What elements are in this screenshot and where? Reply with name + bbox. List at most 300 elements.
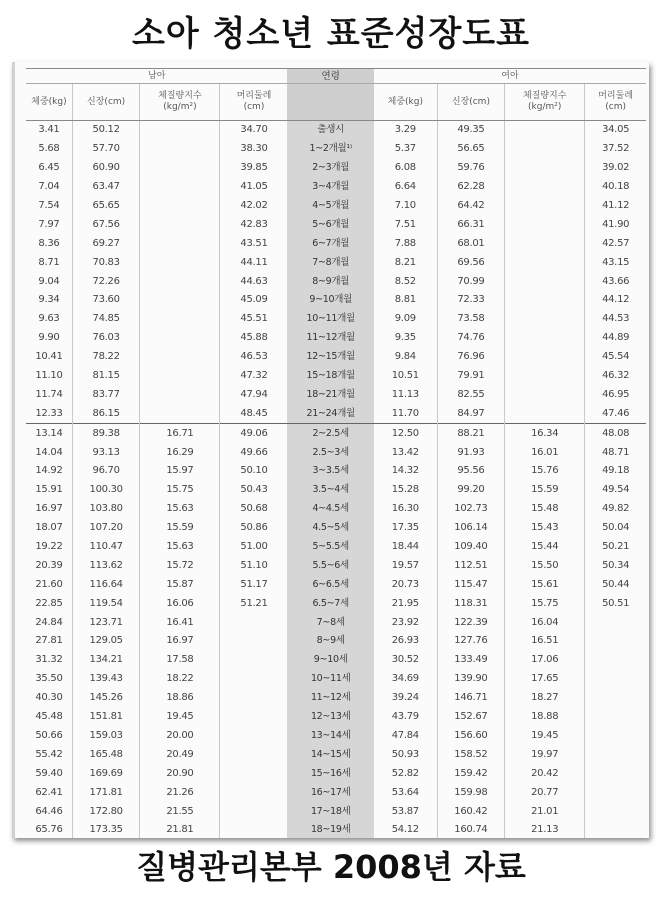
age-cell: 13~14세 bbox=[287, 727, 373, 746]
male-weight-cell: 11.74 bbox=[26, 385, 72, 404]
female-bmi-cell: 17.06 bbox=[505, 651, 585, 670]
male-bmi-cell bbox=[140, 291, 220, 310]
female-bmi-cell: 15.59 bbox=[505, 481, 585, 500]
female-height-cell: 76.96 bbox=[437, 348, 504, 367]
female-height-cell: 69.56 bbox=[437, 253, 504, 272]
age-cell: 11~12세 bbox=[287, 689, 373, 708]
male-head-cell: 49.66 bbox=[240, 446, 268, 458]
female-head-cell: 50.44 bbox=[602, 578, 630, 590]
male-bmi-cell bbox=[140, 385, 220, 404]
male-head-header bbox=[220, 84, 287, 121]
female-bmi-cell: 15.50 bbox=[505, 556, 585, 575]
male-height-cell: 96.70 bbox=[72, 462, 139, 481]
female-weight-cell: 18.44 bbox=[374, 538, 437, 557]
male-bmi-cell bbox=[140, 159, 220, 178]
table-row bbox=[26, 272, 646, 291]
age-cell: 2.5~3세 bbox=[287, 443, 373, 462]
male-weight-cell: 15.91 bbox=[26, 481, 72, 500]
female-bmi-cell: 16.51 bbox=[505, 632, 585, 651]
male-weight-cell: 9.04 bbox=[26, 272, 72, 291]
male-head-cell: 47.94 bbox=[240, 388, 268, 400]
age-cell: 5~6개월 bbox=[287, 215, 373, 234]
female-height-cell: 70.99 bbox=[437, 272, 504, 291]
male-bmi-cell: 15.63 bbox=[140, 538, 220, 557]
age-cell: 4.5~5세 bbox=[287, 519, 373, 538]
male-height-cell: 110.47 bbox=[72, 538, 139, 557]
table-row bbox=[26, 178, 646, 197]
female-height-cell: 72.33 bbox=[437, 291, 504, 310]
male-bmi-cell: 17.58 bbox=[140, 651, 220, 670]
male-weight-cell: 27.81 bbox=[26, 632, 72, 651]
age-cell: 9~10세 bbox=[287, 651, 373, 670]
female-bmi-cell: 19.45 bbox=[505, 727, 585, 746]
female-weight-cell: 14.32 bbox=[374, 462, 437, 481]
table-row bbox=[26, 234, 646, 253]
female-height-cell: 106.14 bbox=[437, 519, 504, 538]
female-head-cell bbox=[585, 613, 646, 632]
male-bmi-cell bbox=[140, 329, 220, 348]
male-bmi-cell: 16.06 bbox=[140, 594, 220, 613]
male-weight-cell: 64.46 bbox=[26, 802, 72, 821]
table-row bbox=[26, 159, 646, 178]
female-weight-cell: 9.09 bbox=[374, 310, 437, 329]
female-head-header-line1: 머리둘레 bbox=[598, 91, 634, 101]
male-bmi-cell: 16.97 bbox=[140, 632, 220, 651]
female-weight-cell: 53.64 bbox=[374, 783, 437, 802]
male-weight-cell: 21.60 bbox=[26, 575, 72, 594]
table-row bbox=[26, 727, 646, 746]
female-weight-cell: 7.10 bbox=[374, 197, 437, 216]
female-weight-cell: 54.12 bbox=[374, 821, 437, 838]
page-title: 소아 청소년 표준성장도표 bbox=[132, 14, 530, 54]
male-bmi-cell bbox=[140, 234, 220, 253]
male-weight-cell: 18.07 bbox=[26, 519, 72, 538]
age-cell: 4~5개월 bbox=[287, 197, 373, 216]
male-head-cell: 42.02 bbox=[240, 200, 268, 211]
male-height-cell: 171.81 bbox=[72, 783, 139, 802]
table-row bbox=[26, 291, 646, 310]
female-head-cell: 50.21 bbox=[602, 541, 630, 553]
age-cell: 1~2개월¹⁾ bbox=[287, 140, 373, 159]
male-weight-cell: 20.39 bbox=[26, 556, 72, 575]
male-weight-header: 체중(kg) bbox=[26, 84, 72, 121]
female-height-cell: 59.76 bbox=[437, 159, 504, 178]
male-bmi-cell bbox=[140, 310, 220, 329]
male-head-cell: 41.05 bbox=[240, 181, 268, 193]
growth-table-body bbox=[26, 121, 646, 839]
female-bmi-cell bbox=[505, 234, 585, 253]
female-weight-cell: 8.21 bbox=[374, 253, 437, 272]
age-cell: 6.5~7세 bbox=[287, 594, 373, 613]
male-height-cell: 57.70 bbox=[72, 140, 139, 159]
female-weight-cell: 9.84 bbox=[374, 348, 437, 367]
female-bmi-cell bbox=[505, 159, 585, 178]
age-cell: 6~7개월 bbox=[287, 234, 373, 253]
male-weight-cell: 22.85 bbox=[26, 594, 72, 613]
male-height-cell: 81.15 bbox=[72, 367, 139, 386]
male-weight-cell: 5.68 bbox=[26, 140, 72, 159]
female-bmi-cell bbox=[505, 348, 585, 367]
female-head-cell: 44.53 bbox=[602, 313, 630, 325]
female-bmi-cell: 21.13 bbox=[505, 821, 585, 838]
male-bmi-cell: 15.72 bbox=[140, 556, 220, 575]
female-bmi-cell: 20.77 bbox=[505, 783, 585, 802]
female-head-cell bbox=[585, 764, 646, 783]
male-height-cell: 100.30 bbox=[72, 481, 139, 500]
male-bmi-header-line1: 체질량지수 bbox=[158, 91, 202, 101]
female-height-cell: 122.39 bbox=[437, 613, 504, 632]
male-height-cell: 119.54 bbox=[72, 594, 139, 613]
female-height-cell: 79.91 bbox=[437, 367, 504, 386]
table-row bbox=[26, 481, 646, 500]
female-weight-cell: 9.35 bbox=[374, 329, 437, 348]
male-head-cell bbox=[220, 764, 287, 783]
male-head-cell bbox=[220, 670, 287, 689]
female-bmi-cell bbox=[505, 385, 585, 404]
male-head-cell bbox=[220, 727, 287, 746]
male-head-cell: 49.06 bbox=[220, 424, 287, 443]
male-head-cell: 50.43 bbox=[240, 484, 268, 496]
female-bmi-header bbox=[505, 84, 585, 121]
female-head-cell: 40.18 bbox=[602, 181, 630, 193]
female-bmi-cell bbox=[505, 310, 585, 329]
male-bmi-cell: 16.41 bbox=[140, 613, 220, 632]
male-weight-cell: 9.34 bbox=[26, 291, 72, 310]
male-height-cell: 76.03 bbox=[72, 329, 139, 348]
male-height-cell: 67.56 bbox=[72, 215, 139, 234]
age-cell: 15~18개월 bbox=[287, 367, 373, 386]
female-head-cell bbox=[585, 727, 646, 746]
age-cell: 10~11개월 bbox=[287, 310, 373, 329]
female-head-header-line2: (cm) bbox=[605, 102, 626, 112]
male-head-cell: 51.17 bbox=[240, 578, 268, 590]
male-height-cell: 70.83 bbox=[72, 253, 139, 272]
age-cell: 12~13세 bbox=[287, 708, 373, 727]
female-head-cell bbox=[585, 745, 646, 764]
female-bmi-cell bbox=[505, 253, 585, 272]
male-height-cell: 173.35 bbox=[72, 821, 139, 838]
female-height-cell: 156.60 bbox=[437, 727, 504, 746]
male-bmi-cell: 15.97 bbox=[140, 462, 220, 481]
female-height-cell: 64.42 bbox=[437, 197, 504, 216]
female-weight-cell: 6.08 bbox=[374, 159, 437, 178]
age-cell: 14~15세 bbox=[287, 745, 373, 764]
male-head-cell bbox=[220, 745, 287, 764]
table-row bbox=[26, 121, 646, 140]
female-height-cell: 115.47 bbox=[437, 575, 504, 594]
female-bmi-cell bbox=[505, 197, 585, 216]
male-bmi-cell bbox=[140, 121, 220, 140]
female-bmi-header-line1: 체질량지수 bbox=[522, 91, 567, 101]
female-head-cell: 48.08 bbox=[585, 424, 646, 443]
male-weight-cell: 3.41 bbox=[26, 121, 72, 140]
female-height-cell: 91.93 bbox=[437, 443, 504, 462]
table-row bbox=[26, 670, 646, 689]
age-cell: 5.5~6세 bbox=[287, 556, 373, 575]
male-bmi-cell bbox=[140, 253, 220, 272]
male-height-cell: 159.03 bbox=[72, 727, 139, 746]
table-row bbox=[26, 594, 646, 613]
female-height-cell: 158.52 bbox=[437, 745, 504, 764]
male-weight-cell: 7.54 bbox=[26, 197, 72, 216]
female-weight-cell: 12.50 bbox=[374, 424, 437, 443]
age-cell: 4~4.5세 bbox=[287, 500, 373, 519]
female-head-cell: 48.71 bbox=[602, 446, 630, 458]
male-head-cell: 44.63 bbox=[240, 275, 268, 287]
male-bmi-cell bbox=[140, 404, 220, 423]
table-row bbox=[26, 556, 646, 575]
female-head-cell: 50.51 bbox=[602, 597, 630, 609]
female-group-header: 여아 bbox=[374, 69, 646, 84]
female-weight-cell: 10.51 bbox=[374, 367, 437, 386]
male-height-cell: 63.47 bbox=[72, 178, 139, 197]
female-head-cell: 50.34 bbox=[602, 559, 630, 571]
table-row bbox=[26, 462, 646, 481]
male-head-cell: 51.21 bbox=[240, 597, 268, 609]
male-height-cell: 103.80 bbox=[72, 500, 139, 519]
age-cell: 17~18세 bbox=[287, 802, 373, 821]
age-cell: 18~21개월 bbox=[287, 385, 373, 404]
female-head-cell: 49.54 bbox=[602, 484, 630, 496]
sheet-edge bbox=[12, 62, 15, 838]
female-weight-cell: 34.69 bbox=[374, 670, 437, 689]
female-height-cell: 127.76 bbox=[437, 632, 504, 651]
male-bmi-cell: 15.87 bbox=[140, 575, 220, 594]
male-height-cell: 69.27 bbox=[72, 234, 139, 253]
female-bmi-cell: 20.42 bbox=[505, 764, 585, 783]
female-head-cell bbox=[585, 802, 646, 821]
female-weight-cell: 16.30 bbox=[374, 500, 437, 519]
age-group-header: 연령 bbox=[287, 69, 373, 84]
table-row bbox=[26, 745, 646, 764]
age-cell: 11~12개월 bbox=[287, 329, 373, 348]
female-height-cell: 66.31 bbox=[437, 215, 504, 234]
female-height-cell: 118.31 bbox=[437, 594, 504, 613]
male-bmi-cell: 16.71 bbox=[140, 424, 220, 443]
male-head-cell: 45.09 bbox=[240, 294, 268, 306]
male-head-cell bbox=[220, 613, 287, 632]
female-bmi-cell: 18.88 bbox=[505, 708, 585, 727]
female-head-cell: 45.54 bbox=[602, 351, 630, 363]
male-head-cell: 45.51 bbox=[240, 313, 268, 325]
male-bmi-cell: 15.75 bbox=[140, 481, 220, 500]
male-bmi-cell: 21.55 bbox=[140, 802, 220, 821]
female-head-cell bbox=[585, 632, 646, 651]
female-bmi-cell bbox=[505, 215, 585, 234]
male-bmi-cell bbox=[140, 178, 220, 197]
female-head-cell bbox=[585, 821, 646, 838]
male-head-cell: 47.32 bbox=[240, 370, 268, 382]
female-weight-cell: 20.73 bbox=[374, 575, 437, 594]
female-bmi-cell bbox=[505, 140, 585, 159]
female-weight-cell: 30.52 bbox=[374, 651, 437, 670]
male-head-cell: 51.10 bbox=[240, 559, 268, 571]
male-head-cell: 34.70 bbox=[240, 124, 268, 136]
age-cell: 3~3.5세 bbox=[287, 462, 373, 481]
female-weight-cell: 11.70 bbox=[374, 404, 437, 423]
male-height-cell: 113.62 bbox=[72, 556, 139, 575]
age-cell: 3~4개월 bbox=[287, 178, 373, 197]
male-height-cell: 169.69 bbox=[72, 764, 139, 783]
female-height-cell: 152.67 bbox=[437, 708, 504, 727]
male-weight-cell: 50.66 bbox=[26, 727, 72, 746]
male-head-cell bbox=[220, 708, 287, 727]
age-cell: 7~8개월 bbox=[287, 253, 373, 272]
female-head-cell bbox=[585, 651, 646, 670]
male-head-cell: 50.86 bbox=[240, 522, 268, 534]
male-height-cell: 129.05 bbox=[72, 632, 139, 651]
age-cell: 10~11세 bbox=[287, 670, 373, 689]
female-weight-cell: 26.93 bbox=[374, 632, 437, 651]
female-weight-cell: 5.37 bbox=[374, 140, 437, 159]
male-height-cell: 65.65 bbox=[72, 197, 139, 216]
male-weight-cell: 14.04 bbox=[26, 443, 72, 462]
male-height-cell: 134.21 bbox=[72, 651, 139, 670]
male-weight-cell: 7.97 bbox=[26, 215, 72, 234]
age-cell: 12~15개월 bbox=[287, 348, 373, 367]
male-height-cell: 165.48 bbox=[72, 745, 139, 764]
male-weight-cell: 31.32 bbox=[26, 651, 72, 670]
male-height-cell: 89.38 bbox=[72, 424, 139, 443]
female-height-cell: 49.35 bbox=[437, 121, 504, 140]
male-bmi-cell: 15.63 bbox=[140, 500, 220, 519]
age-cell: 7~8세 bbox=[287, 613, 373, 632]
female-head-cell: 46.95 bbox=[602, 388, 630, 400]
male-head-cell bbox=[220, 689, 287, 708]
male-weight-cell: 40.30 bbox=[26, 689, 72, 708]
female-height-cell: 84.97 bbox=[437, 404, 504, 423]
female-height-cell: 160.42 bbox=[437, 802, 504, 821]
female-bmi-cell: 16.04 bbox=[505, 613, 585, 632]
table-row bbox=[26, 197, 646, 216]
male-weight-cell: 7.04 bbox=[26, 178, 72, 197]
female-head-cell: 49.82 bbox=[602, 503, 630, 515]
female-weight-cell: 43.79 bbox=[374, 708, 437, 727]
male-head-cell: 44.11 bbox=[240, 256, 268, 268]
male-height-cell: 72.26 bbox=[72, 272, 139, 291]
female-weight-cell: 8.52 bbox=[374, 272, 437, 291]
table-row bbox=[26, 802, 646, 821]
male-bmi-cell: 16.29 bbox=[140, 443, 220, 462]
female-weight-cell: 19.57 bbox=[374, 556, 437, 575]
female-head-cell: 43.15 bbox=[602, 256, 630, 268]
male-weight-cell: 45.48 bbox=[26, 708, 72, 727]
female-bmi-cell: 15.43 bbox=[505, 519, 585, 538]
male-height-cell: 145.26 bbox=[72, 689, 139, 708]
female-weight-cell: 17.35 bbox=[374, 519, 437, 538]
female-bmi-cell: 16.01 bbox=[505, 443, 585, 462]
female-head-cell: 42.57 bbox=[602, 237, 630, 249]
male-bmi-cell: 20.90 bbox=[140, 764, 220, 783]
female-head-cell bbox=[585, 783, 646, 802]
female-weight-cell: 7.51 bbox=[374, 215, 437, 234]
female-weight-cell: 23.92 bbox=[374, 613, 437, 632]
female-head-cell: 46.32 bbox=[602, 370, 630, 382]
female-bmi-cell: 17.65 bbox=[505, 670, 585, 689]
age-cell: 2~2.5세 bbox=[287, 424, 373, 443]
female-bmi-header-line2: (kg/m²) bbox=[528, 102, 562, 112]
table-row bbox=[26, 689, 646, 708]
age-cell: 5~5.5세 bbox=[287, 538, 373, 557]
female-bmi-cell bbox=[505, 291, 585, 310]
table-row bbox=[26, 764, 646, 783]
female-weight-cell: 8.81 bbox=[374, 291, 437, 310]
age-cell: 8~9개월 bbox=[287, 272, 373, 291]
male-height-cell: 107.20 bbox=[72, 519, 139, 538]
male-height-cell: 116.64 bbox=[72, 575, 139, 594]
female-bmi-cell: 21.01 bbox=[505, 802, 585, 821]
male-head-cell: 42.83 bbox=[240, 218, 268, 230]
male-bmi-cell: 20.49 bbox=[140, 745, 220, 764]
table-row bbox=[26, 613, 646, 632]
male-height-cell: 74.85 bbox=[72, 310, 139, 329]
female-height-cell: 68.01 bbox=[437, 234, 504, 253]
table-row bbox=[26, 215, 646, 234]
female-head-cell: 34.05 bbox=[602, 124, 630, 136]
male-height-cell: 78.22 bbox=[72, 348, 139, 367]
female-height-cell: 88.21 bbox=[437, 424, 504, 443]
table-row bbox=[26, 538, 646, 557]
male-weight-cell: 14.92 bbox=[26, 462, 72, 481]
table-row bbox=[26, 367, 646, 386]
male-weight-cell: 62.41 bbox=[26, 783, 72, 802]
male-weight-cell: 8.71 bbox=[26, 253, 72, 272]
male-weight-cell: 6.45 bbox=[26, 159, 72, 178]
age-cell: 8~9세 bbox=[287, 632, 373, 651]
female-weight-cell: 53.87 bbox=[374, 802, 437, 821]
female-head-cell bbox=[585, 670, 646, 689]
table-row bbox=[26, 632, 646, 651]
female-weight-cell: 47.84 bbox=[374, 727, 437, 746]
table-row bbox=[26, 253, 646, 272]
male-weight-cell: 8.36 bbox=[26, 234, 72, 253]
male-height-cell: 151.81 bbox=[72, 708, 139, 727]
table-row bbox=[26, 783, 646, 802]
male-height-cell: 83.77 bbox=[72, 385, 139, 404]
male-height-cell: 50.12 bbox=[72, 121, 139, 140]
female-weight-header: 체중(kg) bbox=[374, 84, 437, 121]
table-row bbox=[26, 310, 646, 329]
male-weight-cell: 13.14 bbox=[26, 424, 72, 443]
female-weight-cell: 11.13 bbox=[374, 385, 437, 404]
female-bmi-cell bbox=[505, 329, 585, 348]
male-head-cell: 39.85 bbox=[240, 162, 268, 174]
male-bmi-cell: 21.81 bbox=[140, 821, 220, 838]
female-head-cell: 44.12 bbox=[602, 294, 630, 306]
male-bmi-cell bbox=[140, 348, 220, 367]
age-cell: 9~10개월 bbox=[287, 291, 373, 310]
female-head-cell: 44.89 bbox=[602, 332, 630, 344]
female-height-cell: 159.42 bbox=[437, 764, 504, 783]
male-weight-cell: 55.42 bbox=[26, 745, 72, 764]
male-weight-cell: 35.50 bbox=[26, 670, 72, 689]
male-height-cell: 172.80 bbox=[72, 802, 139, 821]
female-height-cell: 160.74 bbox=[437, 821, 504, 838]
age-cell: 18~19세 bbox=[287, 821, 373, 838]
female-bmi-cell bbox=[505, 272, 585, 291]
female-height-cell: 99.20 bbox=[437, 481, 504, 500]
female-height-cell: 62.28 bbox=[437, 178, 504, 197]
male-weight-cell: 16.97 bbox=[26, 500, 72, 519]
female-bmi-cell: 16.34 bbox=[505, 424, 585, 443]
female-weight-cell: 13.42 bbox=[374, 443, 437, 462]
male-head-cell bbox=[220, 632, 287, 651]
female-bmi-cell: 15.76 bbox=[505, 462, 585, 481]
female-head-cell: 49.18 bbox=[602, 465, 630, 477]
male-head-cell: 50.68 bbox=[240, 503, 268, 515]
female-height-cell: 95.56 bbox=[437, 462, 504, 481]
male-bmi-cell: 18.86 bbox=[140, 689, 220, 708]
